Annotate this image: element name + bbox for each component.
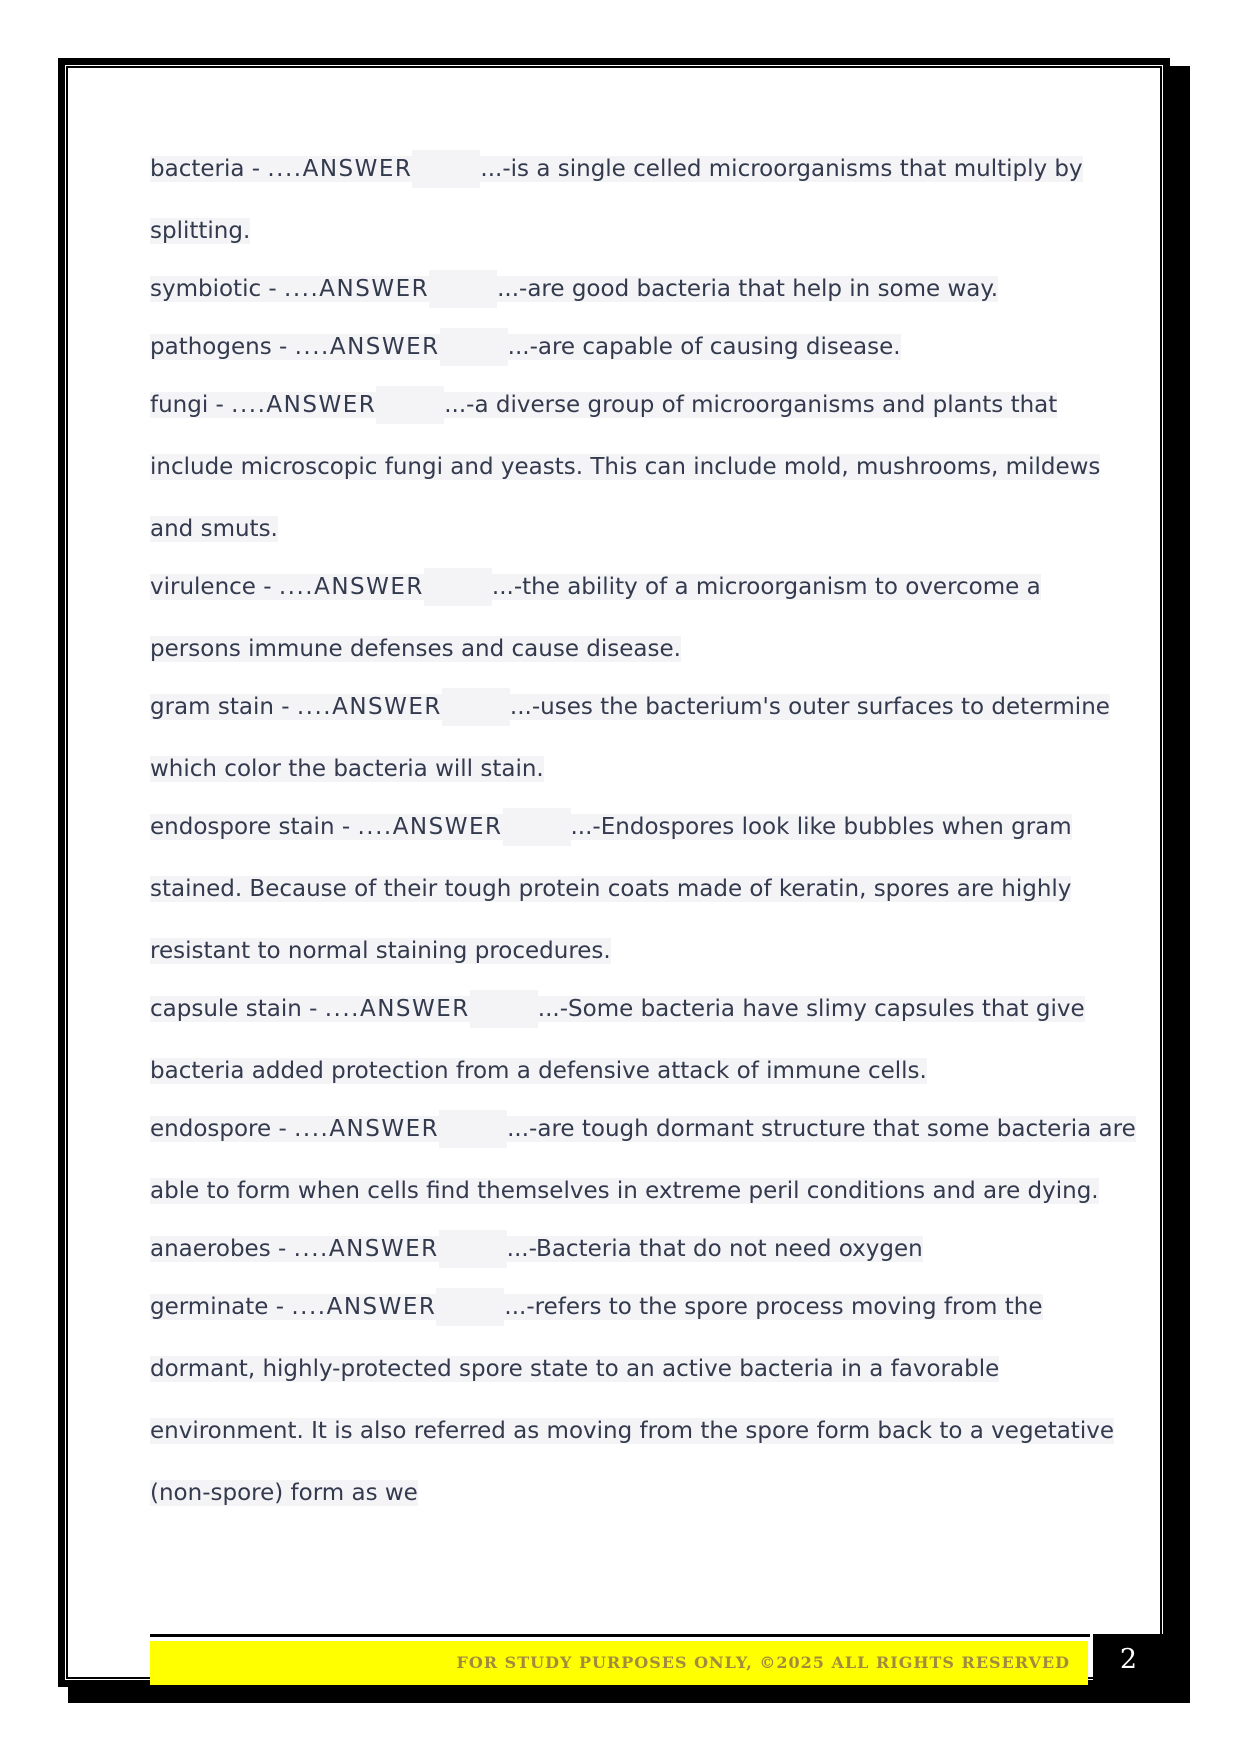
qa-entry — [150, 1110, 1136, 1230]
answer-gap — [429, 270, 497, 308]
qa-entry — [150, 386, 1100, 568]
qa-definition: ...-is a single celled microorganisms that multiply by — [480, 156, 1083, 182]
answer-gap — [442, 688, 510, 726]
qa-entry — [150, 808, 1100, 990]
qa-term: germinate — [150, 1294, 269, 1320]
answer-gap — [376, 386, 444, 424]
qa-definition-continued: bacteria added protection from a defensive attack of immune cells. — [150, 1058, 927, 1084]
qa-continuation-line — [150, 448, 1100, 510]
qa-separator: - — [244, 156, 268, 182]
qa-continuation-line — [150, 1474, 1100, 1532]
qa-definition: ...-refers to the spore process moving from the — [504, 1294, 1043, 1320]
qa-definition-continued: (non-spore) form as we — [150, 1480, 418, 1506]
qa-entry — [150, 328, 1100, 386]
qa-separator: - — [270, 1236, 294, 1262]
answer-marker: ....ANSWER — [296, 694, 442, 720]
answer-gap — [470, 990, 538, 1028]
answer-gap — [436, 1288, 504, 1326]
answer-marker: ....ANSWER — [267, 156, 413, 182]
qa-first-line — [150, 1230, 1100, 1288]
footer-rule — [150, 1634, 1090, 1637]
qa-definition: ...-Bacteria that do not need oxygen — [506, 1236, 923, 1262]
qa-separator: - — [255, 574, 279, 600]
qa-term: endospore — [150, 1116, 272, 1142]
qa-continuation-line — [150, 870, 1100, 932]
qa-entry — [150, 990, 1100, 1110]
qa-continuation-line — [150, 212, 1100, 270]
answer-marker: ....ANSWER — [324, 996, 470, 1022]
qa-definition-continued: persons immune defenses and cause disease. — [150, 636, 681, 662]
qa-definition: ...-Endospores look like bubbles when gram — [570, 814, 1072, 840]
qa-definition: ...-Some bacteria have slimy capsules that give — [537, 996, 1085, 1022]
qa-first-line — [150, 568, 1100, 630]
qa-continuation-line — [150, 1412, 1114, 1474]
page-number: 2 — [1093, 1634, 1164, 1685]
qa-first-line — [150, 386, 1100, 448]
qa-definition-continued: include microscopic fungi and yeasts. This can include mold, mushrooms, mildews — [150, 454, 1101, 480]
qa-separator: - — [273, 694, 297, 720]
footer-notice: FOR STUDY PURPOSES ONLY, ©2025 ALL RIGHTS RESERVED — [150, 1641, 1088, 1685]
qa-term: anaerobes — [150, 1236, 271, 1262]
answer-marker: ....ANSWER — [231, 392, 377, 418]
qa-separator: - — [301, 996, 325, 1022]
answer-marker: ....ANSWER — [291, 1294, 437, 1320]
qa-definition: ...-the ability of a microorganism to overcome a — [491, 574, 1041, 600]
answer-marker: ....ANSWER — [294, 1116, 440, 1142]
answer-marker: ....ANSWER — [284, 276, 430, 302]
qa-term: capsule stain — [150, 996, 302, 1022]
qa-first-line — [150, 1110, 1136, 1172]
qa-separator: - — [261, 276, 285, 302]
qa-definition: ...-are capable of causing disease. — [507, 334, 901, 360]
qa-separator: - — [271, 1116, 295, 1142]
qa-definition-continued: environment. It is also referred as moving from the spore form back to a vegetative — [150, 1418, 1114, 1444]
qa-separator: - — [208, 392, 232, 418]
qa-definition: ...-are good bacteria that help in some way. — [497, 276, 999, 302]
qa-first-line — [150, 150, 1100, 212]
qa-definition-continued: which color the bacteria will stain. — [150, 756, 544, 782]
qa-definition-continued: stained. Because of their tough protein coats made of keratin, spores are highly — [150, 876, 1072, 902]
qa-entry — [150, 688, 1110, 808]
qa-term: gram stain — [150, 694, 274, 720]
qa-definition-continued: splitting. — [150, 218, 251, 244]
qa-continuation-line — [150, 1052, 1100, 1110]
qa-entry — [150, 1230, 1100, 1288]
qa-entry — [150, 568, 1100, 688]
qa-term: virulence — [150, 574, 256, 600]
flashcard-list — [150, 150, 1136, 1532]
qa-continuation-line — [150, 750, 1100, 808]
qa-entry — [150, 150, 1100, 270]
qa-term: symbiotic — [150, 276, 262, 302]
qa-continuation-line — [150, 932, 1100, 990]
qa-first-line — [150, 328, 1100, 386]
qa-definition-continued: dormant, highly-protected spore state to an active bacteria in a favorable — [150, 1356, 1000, 1382]
qa-continuation-line — [150, 1172, 1100, 1230]
answer-gap — [412, 150, 480, 188]
answer-marker: ....ANSWER — [357, 814, 503, 840]
answer-gap — [439, 1230, 507, 1268]
qa-separator: - — [271, 334, 295, 360]
qa-separator: - — [268, 1294, 292, 1320]
qa-first-line — [150, 1288, 1100, 1350]
answer-gap — [440, 328, 508, 366]
qa-first-line — [150, 688, 1110, 750]
qa-term: endospore stain — [150, 814, 335, 840]
qa-continuation-line — [150, 510, 1100, 568]
qa-definition: ...-a diverse group of microorganisms and plants that — [444, 392, 1058, 418]
qa-term: pathogens — [150, 334, 272, 360]
qa-separator: - — [334, 814, 358, 840]
qa-first-line — [150, 270, 1100, 328]
qa-continuation-line — [150, 1350, 1100, 1412]
qa-definition-continued: resistant to normal staining procedures. — [150, 938, 611, 964]
answer-gap — [503, 808, 571, 846]
answer-gap — [439, 1110, 507, 1148]
qa-definition-continued: able to form when cells find themselves in extreme peril conditions and are dying. — [150, 1178, 1099, 1204]
answer-marker: ....ANSWER — [293, 1236, 439, 1262]
qa-first-line — [150, 990, 1100, 1052]
qa-definition: ...-are tough dormant structure that some bacteria are — [507, 1116, 1136, 1142]
qa-first-line — [150, 808, 1100, 870]
qa-term: bacteria — [150, 156, 245, 182]
qa-definition: ...-uses the bacterium's outer surfaces to determine — [509, 694, 1110, 720]
answer-marker: ....ANSWER — [294, 334, 440, 360]
answer-gap — [424, 568, 492, 606]
answer-marker: ....ANSWER — [278, 574, 424, 600]
qa-definition-continued: and smuts. — [150, 516, 278, 542]
qa-continuation-line — [150, 630, 1100, 688]
qa-term: fungi — [150, 392, 209, 418]
qa-entry — [150, 1288, 1114, 1532]
qa-entry — [150, 270, 1100, 328]
